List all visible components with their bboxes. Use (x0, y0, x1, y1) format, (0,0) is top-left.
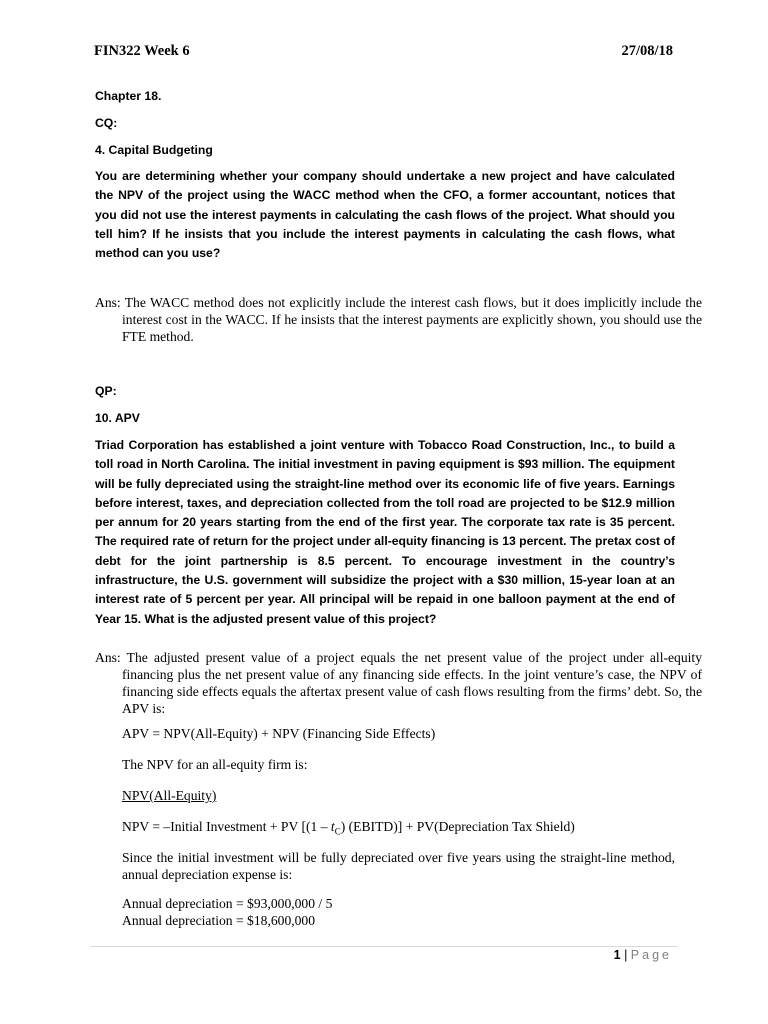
qp-question-text: Triad Corporation has established a joint venture with Tobacco Road Construction, Inc., to build a toll road in North Carolina. The initial investment in paving equipment is $93 million. The equipment will be fully depreciated using the straight-line method over its economic life of five years. Earnings before interest, taxes, and depreciation collected from the toll road are projected to be $12.9 million per annum for 20 years starting from the end of the first year. The corporate tax rate is 35 percent. The required rate of return for the project under all-equity financing is 13 percent. The pretax cost of debt for the joint partnership is 8.5 percent. To encourage investment in the country’s infrastructure, the U.S. government will subsidize the project with a $30 million, 15-year loan at an interest rate of 5 percent per year. All principal will be repaid in one balloon payment at the end of Year 15. What is the adjusted present value of this project? (95, 438, 675, 626)
npv-intro: The NPV for an all-equity firm is: (122, 757, 308, 772)
npv-formula-part-b: ) (EBITD)] + PV(Depreciation Tax Shield) (340, 819, 575, 834)
npv-all-equity-heading: NPV(All-Equity) (122, 788, 217, 803)
depreciation-text: Since the initial investment will be fully depreciated over five years using the straight-line method, annual depreciation expense is: (122, 850, 675, 882)
footer-divider (90, 946, 678, 947)
qp-answer-intro: Ans: The adjusted present value of a project equals the net present value of the project under all-equity financing plus the net present value of any financing side effects. In the joint venture’s case, the NPV of financing side effects equals the aftertax present value of cash flows resulting from the firms’ debt. So, the APV is: (95, 650, 702, 716)
npv-formula-part-a: NPV = –Initial Investment + PV [(1 – (122, 819, 331, 834)
tax-rate-subscript: C (334, 826, 341, 837)
npv-formula (122, 819, 675, 837)
cq-answer: Ans: The WACC method does not explicitly include the interest cash flows, but it does implicitly include the interest cost in the WACC. If he insists that the interest payments are explicitly shown, you should use the FTE method. (95, 295, 702, 344)
header-date: 27/08/18 (621, 43, 673, 59)
chapter-heading: Chapter 18. (95, 89, 162, 103)
qp-label: QP: (95, 384, 117, 398)
page-word: Page (630, 948, 672, 962)
apv-formula: APV = NPV(All-Equity) + NPV (Financing Side Effects) (122, 726, 436, 741)
annual-depreciation-line-2: Annual depreciation = $18,600,000 (122, 913, 316, 928)
annual-depreciation-line-1: Annual depreciation = $93,000,000 / 5 (122, 896, 333, 911)
page-header (94, 43, 673, 60)
footer-separator: | (620, 948, 631, 962)
cq-question-text: You are determining whether your company should undertake a new project and have calculated the NPV of the project using the WACC method when the CFO, a former accountant, notices that you did not use the interest payments in calculating the cash flows of the project. What should you tell him? If he insists that you include the interest payments in calculating the cash flows, what method can you use? (95, 169, 675, 261)
tax-rate-symbol: t (330, 819, 335, 834)
cq-label: CQ: (95, 116, 118, 130)
cq-question-title: 4. Capital Budgeting (95, 143, 213, 157)
page-footer (614, 948, 672, 962)
course-title: FIN322 Week 6 (94, 43, 190, 59)
page-number: 1 (613, 948, 621, 962)
qp-question-title: 10. APV (95, 411, 140, 425)
